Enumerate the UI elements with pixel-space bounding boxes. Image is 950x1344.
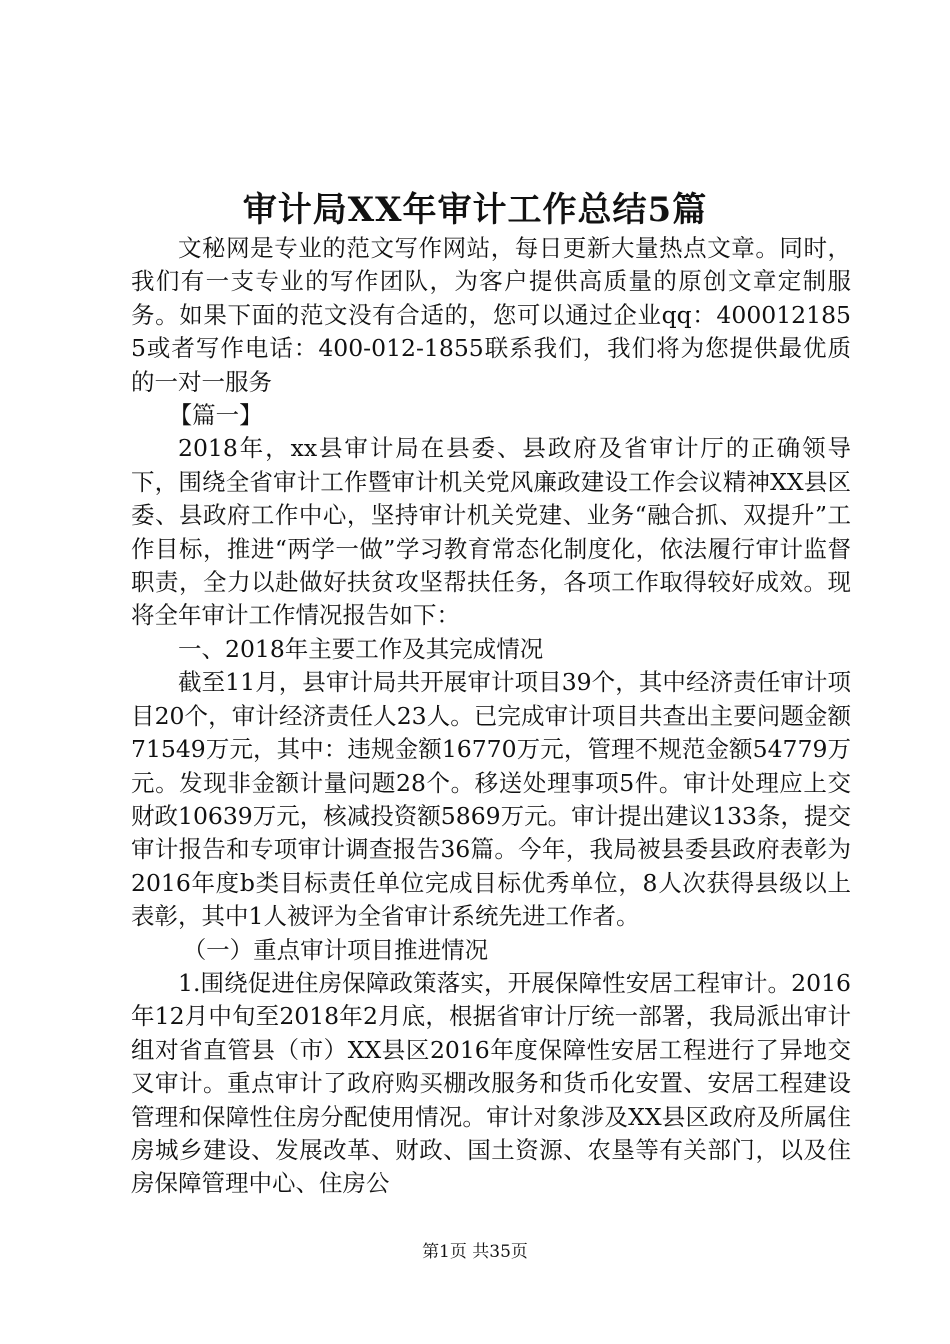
document-title: 审计局XX年审计工作总结5篇 bbox=[242, 190, 708, 230]
document-body bbox=[131, 232, 851, 1201]
subsection-heading: （一）重点审计项目推进情况 bbox=[182, 935, 489, 964]
intro-paragraph: 文秘网是专业的范文写作网站，每日更新大量热点文章。同时，我们有一支专业的写作团队，为客户提供高质量的原创文章定制服务。如果下面的范文没有合适的，您可以通过企业qq：4000121855或者写作电话：400-012-1855联系我们，我们将为您提供最优质的一对一服务 bbox=[131, 234, 851, 396]
body-paragraph: 截至11月，县审计局共开展审计项目39个，其中经济责任审计项目20个，审计经济责任人23人。已完成审计项目共查出主要问题金额71549万元，其中：违规金额16770万元，管理不规范金额54779万元。发现非金额计量问题28个。移送处理事项5件。审计处理应上交财政10639万元，核减投资额5869万元。审计提出建议133条，提交审计报告和专项审计调查报告36篇。今年，我局被县委县政府表彰为2016年度b类目标责任单位完成目标优秀单位，8人次获得县级以上表彰，其中1人被评为全省审计系统先进工作者。 bbox=[131, 668, 851, 931]
page-footer: 第1页 共35页 bbox=[422, 1242, 528, 1262]
body-paragraph: 2018年，xx县审计局在县委、县政府及省审计厅的正确领导下，围绕全省审计工作暨审计机关党风廉政建设工作会议精神XX县区委、县政府工作中心，坚持审计机关党建、业务“融合抓、双提升”工作目标，推进“两学一做”学习教育常态化制度化，依法履行审计监督职责，全力以赴做好扶贫攻坚帮扶任务，各项工作取得较好成效。现将全年审计工作情况报告如下： bbox=[131, 434, 851, 630]
section-heading: 一、2018年主要工作及其完成情况 bbox=[178, 634, 544, 663]
section-label: 【篇一】 bbox=[168, 401, 263, 430]
body-paragraph: 1.围绕促进住房保障政策落实，开展保障性安居工程审计。2016年12月中旬至2018年2月底，根据省审计厅统一部署，我局派出审计组对省直管县（市）XX县区2016年度保障性安居工程进行了异地交叉审计。重点审计了政府购买棚改服务和货币化安置、安居工程建设管理和保障性住房分配使用情况。审计对象涉及XX县区政府及所属住房城乡建设、发展改革、财政、国土资源、农垦等有关部门，以及住房保障管理中心、住房公 bbox=[131, 968, 851, 1198]
